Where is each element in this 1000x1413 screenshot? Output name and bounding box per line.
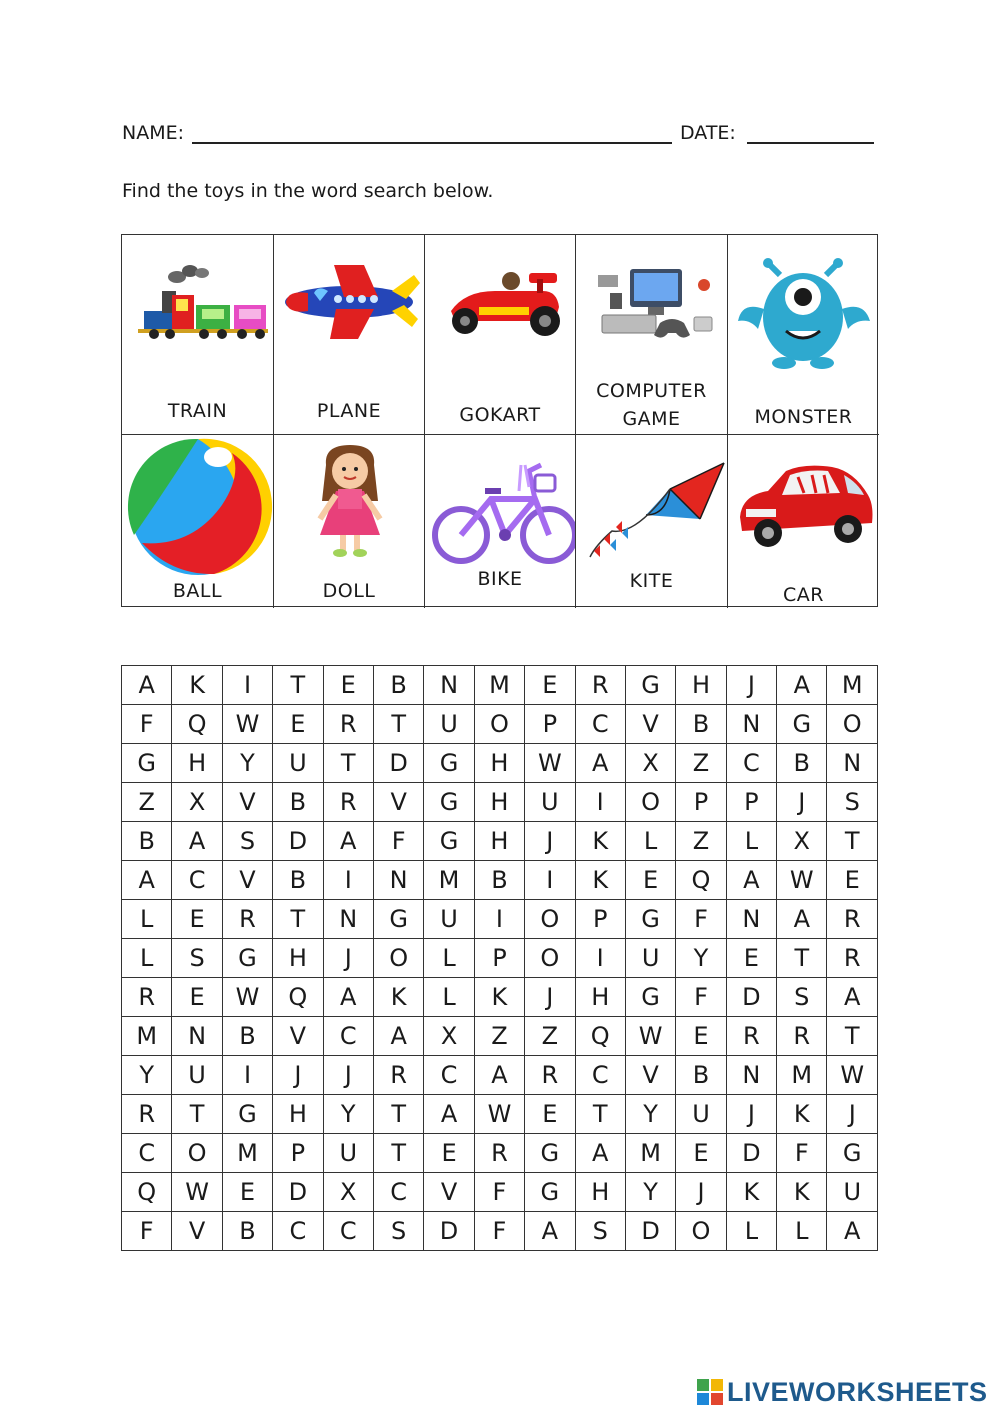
word-search-cell[interactable]: Q	[172, 705, 222, 744]
word-search-cell[interactable]: T	[323, 744, 373, 783]
toy-label-plane: PLANE	[316, 400, 382, 422]
word-search-cell[interactable]: X	[625, 744, 675, 783]
word-search-row	[122, 978, 878, 1017]
word-search-cell[interactable]: W	[625, 1017, 675, 1056]
word-search-cell[interactable]: Z	[474, 1017, 524, 1056]
word-search-cell[interactable]: T	[273, 900, 323, 939]
name-label: NAME:	[122, 122, 185, 144]
name-field[interactable]	[192, 120, 672, 144]
word-search-cell[interactable]: N	[726, 705, 776, 744]
word-search-cell[interactable]: S	[777, 978, 827, 1017]
word-search-cell[interactable]: D	[424, 1212, 474, 1251]
word-search-cell[interactable]: B	[222, 1212, 272, 1251]
word-search-cell[interactable]: X	[172, 783, 222, 822]
word-search-cell[interactable]: A	[424, 1095, 474, 1134]
word-search-cell[interactable]: P	[726, 783, 776, 822]
word-search-cell[interactable]: F	[676, 900, 726, 939]
word-search-cell[interactable]: T	[373, 705, 423, 744]
word-search-row	[122, 1212, 878, 1251]
word-search-cell[interactable]: W	[172, 1173, 222, 1212]
word-search-cell[interactable]: W	[474, 1095, 524, 1134]
word-search-cell[interactable]: K	[172, 666, 222, 705]
word-search-cell[interactable]: E	[172, 978, 222, 1017]
word-search-cell[interactable]: Q	[575, 1017, 625, 1056]
word-search-cell[interactable]: J	[525, 978, 575, 1017]
word-search-cell[interactable]: W	[777, 861, 827, 900]
word-search-cell[interactable]: P	[525, 705, 575, 744]
word-search-cell[interactable]: E	[172, 900, 222, 939]
word-search-cell[interactable]: K	[373, 978, 423, 1017]
word-search-cell[interactable]: L	[777, 1212, 827, 1251]
word-search-cell[interactable]: U	[827, 1173, 878, 1212]
word-search-cell[interactable]: F	[474, 1173, 524, 1212]
word-search-cell[interactable]: U	[323, 1134, 373, 1173]
word-search-cell[interactable]: P	[273, 1134, 323, 1173]
word-search-cell[interactable]: B	[777, 744, 827, 783]
word-search-cell[interactable]: Q	[676, 861, 726, 900]
word-search-row	[122, 783, 878, 822]
word-search-cell[interactable]: N	[726, 1056, 776, 1095]
word-search-cell[interactable]: G	[625, 666, 675, 705]
word-search-cell[interactable]: P	[575, 900, 625, 939]
word-search-cell[interactable]: A	[323, 978, 373, 1017]
word-search-cell[interactable]: U	[172, 1056, 222, 1095]
toy-card-bike	[425, 435, 576, 608]
word-search-cell[interactable]: R	[575, 666, 625, 705]
word-search-cell[interactable]: J	[273, 1056, 323, 1095]
word-search-row	[122, 1056, 878, 1095]
word-search-cell[interactable]: A	[323, 822, 373, 861]
toy-card-kite	[576, 435, 728, 608]
word-search-cell[interactable]: C	[172, 861, 222, 900]
word-search-cell[interactable]: C	[323, 1017, 373, 1056]
word-search-cell[interactable]: S	[575, 1212, 625, 1251]
word-search-cell[interactable]: T	[827, 822, 878, 861]
word-search-cell[interactable]: T	[373, 1134, 423, 1173]
word-search-cell[interactable]: S	[827, 783, 878, 822]
toy-card-computer-game	[576, 235, 728, 435]
word-search-cell[interactable]: A	[474, 1056, 524, 1095]
word-search-cell[interactable]: D	[726, 1134, 776, 1173]
word-search-cell[interactable]: B	[676, 705, 726, 744]
word-search-cell[interactable]: H	[273, 1095, 323, 1134]
word-search-cell[interactable]: V	[373, 783, 423, 822]
word-search-cell[interactable]: P	[676, 783, 726, 822]
word-search-cell[interactable]: R	[323, 705, 373, 744]
word-search-cell[interactable]: D	[273, 822, 323, 861]
word-search-cell[interactable]: K	[474, 978, 524, 1017]
word-search-cell[interactable]: A	[122, 861, 172, 900]
word-search-cell[interactable]: L	[424, 939, 474, 978]
word-search-cell[interactable]: E	[222, 1173, 272, 1212]
word-search-cell[interactable]: F	[474, 1212, 524, 1251]
toy-card-train	[122, 235, 274, 435]
word-search-cell[interactable]: N	[172, 1017, 222, 1056]
word-search-cell[interactable]: B	[373, 666, 423, 705]
word-search-cell[interactable]: R	[827, 939, 878, 978]
word-search-cell[interactable]: U	[525, 783, 575, 822]
word-search-row	[122, 939, 878, 978]
word-search-cell[interactable]: M	[474, 666, 524, 705]
toy-label-gokart: GOKART	[459, 404, 541, 426]
word-search-row	[122, 744, 878, 783]
word-search-cell[interactable]: X	[777, 822, 827, 861]
word-search-row	[122, 1095, 878, 1134]
word-search-cell[interactable]: H	[575, 1173, 625, 1212]
word-search-cell[interactable]: R	[323, 783, 373, 822]
word-search-cell[interactable]: G	[222, 939, 272, 978]
word-search-cell[interactable]: D	[373, 744, 423, 783]
word-search-cell[interactable]: G	[777, 705, 827, 744]
word-search-cell[interactable]: R	[726, 1017, 776, 1056]
word-search-cell[interactable]: E	[625, 861, 675, 900]
word-search-cell[interactable]: N	[323, 900, 373, 939]
liveworksheets-logo-icon	[697, 1379, 723, 1405]
word-search-cell[interactable]: V	[222, 783, 272, 822]
liveworksheets-brand	[697, 1375, 988, 1409]
word-search-cell[interactable]: T	[575, 1095, 625, 1134]
word-search-cell[interactable]: A	[172, 822, 222, 861]
word-search-cell[interactable]: R	[122, 1095, 172, 1134]
word-search-cell[interactable]: G	[625, 978, 675, 1017]
word-search-cell[interactable]: R	[827, 900, 878, 939]
word-search-cell[interactable]: G	[827, 1134, 878, 1173]
word-search-cell[interactable]: N	[424, 666, 474, 705]
word-search-cell[interactable]: G	[625, 900, 675, 939]
word-search-cell[interactable]: O	[373, 939, 423, 978]
word-search-cell[interactable]: O	[525, 939, 575, 978]
word-search-cell[interactable]: U	[424, 900, 474, 939]
word-search-grid	[121, 665, 878, 1251]
word-search-cell[interactable]: A	[827, 1212, 878, 1251]
word-search-cell[interactable]: E	[525, 666, 575, 705]
word-search-cell[interactable]: G	[525, 1134, 575, 1173]
word-search-cell[interactable]: H	[273, 939, 323, 978]
word-search-cell[interactable]: J	[323, 939, 373, 978]
word-search-cell[interactable]: C	[323, 1212, 373, 1251]
word-search-cell[interactable]: K	[575, 822, 625, 861]
word-search-cell[interactable]: I	[474, 900, 524, 939]
toy-card-plane	[274, 235, 425, 435]
word-search-cell[interactable]: I	[575, 783, 625, 822]
word-search-cell[interactable]: Z	[676, 822, 726, 861]
word-search-cell[interactable]: E	[676, 1017, 726, 1056]
toy-picture-grid	[121, 234, 878, 607]
word-search-cell[interactable]: X	[424, 1017, 474, 1056]
word-search-row	[122, 705, 878, 744]
word-search-cell[interactable]: T	[373, 1095, 423, 1134]
word-search-cell[interactable]: N	[827, 744, 878, 783]
word-search-cell[interactable]: A	[777, 900, 827, 939]
word-search-cell[interactable]: J	[323, 1056, 373, 1095]
word-search-cell[interactable]: R	[222, 900, 272, 939]
toy-label-computer-game-line1: COMPUTER	[596, 380, 707, 402]
word-search-cell[interactable]: V	[273, 1017, 323, 1056]
word-search-cell[interactable]: K	[777, 1173, 827, 1212]
word-search-cell[interactable]: O	[525, 900, 575, 939]
word-search-cell[interactable]: J	[676, 1173, 726, 1212]
word-search-cell[interactable]: I	[323, 861, 373, 900]
word-search-cell[interactable]: V	[172, 1212, 222, 1251]
word-search-cell[interactable]: A	[827, 978, 878, 1017]
word-search-cell[interactable]: V	[424, 1173, 474, 1212]
word-search-cell[interactable]: F	[122, 705, 172, 744]
word-search-cell[interactable]: J	[827, 1095, 878, 1134]
word-search-cell[interactable]: M	[222, 1134, 272, 1173]
header	[122, 118, 882, 152]
word-search-cell[interactable]: I	[575, 939, 625, 978]
word-search-cell[interactable]: S	[373, 1212, 423, 1251]
word-search-cell[interactable]: M	[827, 666, 878, 705]
word-search-cell[interactable]: T	[172, 1095, 222, 1134]
word-search-cell[interactable]: G	[122, 744, 172, 783]
toy-label-bike: BIKE	[477, 568, 523, 590]
word-search-cell[interactable]: Q	[122, 1173, 172, 1212]
word-search-cell[interactable]: I	[222, 1056, 272, 1095]
word-search-cell[interactable]: U	[676, 1095, 726, 1134]
toy-label-computer-game-line2: GAME	[622, 408, 681, 430]
word-search-cell[interactable]: A	[726, 861, 776, 900]
word-search-cell[interactable]: Z	[122, 783, 172, 822]
word-search-cell[interactable]: Z	[525, 1017, 575, 1056]
word-search-cell[interactable]: C	[373, 1173, 423, 1212]
word-search-cell[interactable]: Y	[122, 1056, 172, 1095]
toy-label-doll: DOLL	[322, 580, 376, 602]
word-search-cell[interactable]: T	[273, 666, 323, 705]
word-search-cell[interactable]: O	[676, 1212, 726, 1251]
word-search-cell[interactable]: U	[625, 939, 675, 978]
word-search-cell[interactable]: B	[273, 861, 323, 900]
toy-card-gokart	[425, 235, 576, 435]
word-search-cell[interactable]: C	[273, 1212, 323, 1251]
word-search-cell[interactable]: N	[373, 861, 423, 900]
word-search-cell[interactable]: O	[827, 705, 878, 744]
word-search-cell[interactable]: A	[575, 744, 625, 783]
word-search-cell[interactable]: E	[525, 1095, 575, 1134]
word-search-cell[interactable]: C	[424, 1056, 474, 1095]
word-search-cell[interactable]: E	[827, 861, 878, 900]
word-search-cell[interactable]: K	[777, 1095, 827, 1134]
word-search-cell[interactable]: M	[625, 1134, 675, 1173]
toy-label-monster: MONSTER	[754, 406, 853, 428]
word-search-cell[interactable]: X	[323, 1173, 373, 1212]
word-search-cell[interactable]: E	[676, 1134, 726, 1173]
word-search-cell[interactable]: W	[827, 1056, 878, 1095]
word-search-cell[interactable]: V	[625, 1056, 675, 1095]
word-search-cell[interactable]: M	[424, 861, 474, 900]
word-search-cell[interactable]: V	[625, 705, 675, 744]
toy-card-ball	[122, 435, 274, 608]
word-search-cell[interactable]: N	[726, 900, 776, 939]
word-search-cell[interactable]: R	[474, 1134, 524, 1173]
word-search-cell[interactable]: C	[575, 705, 625, 744]
word-search-row	[122, 822, 878, 861]
brand-text: LIVEWORKSHEETS	[727, 1376, 988, 1407]
word-search-cell[interactable]: J	[525, 822, 575, 861]
word-search-cell[interactable]: R	[777, 1017, 827, 1056]
word-search-cell[interactable]: Y	[676, 939, 726, 978]
word-search-cell[interactable]: O	[474, 705, 524, 744]
word-search-cell[interactable]: B	[273, 783, 323, 822]
word-search-cell[interactable]: L	[424, 978, 474, 1017]
toy-label-train: TRAIN	[167, 400, 228, 422]
word-search-cell[interactable]: G	[373, 900, 423, 939]
word-search-cell[interactable]: R	[122, 978, 172, 1017]
word-search-cell[interactable]: Y	[222, 744, 272, 783]
word-search-cell[interactable]: G	[424, 744, 474, 783]
word-search-cell[interactable]: D	[273, 1173, 323, 1212]
word-search-cell[interactable]: Y	[625, 1095, 675, 1134]
word-search-cell[interactable]: E	[424, 1134, 474, 1173]
word-search-cell[interactable]: O	[625, 783, 675, 822]
word-search-cell[interactable]: A	[525, 1212, 575, 1251]
word-search-row	[122, 900, 878, 939]
word-search-cell[interactable]: A	[777, 666, 827, 705]
word-search-cell[interactable]: L	[726, 822, 776, 861]
word-search-cell[interactable]: A	[373, 1017, 423, 1056]
word-search-cell[interactable]: R	[525, 1056, 575, 1095]
toy-label-kite: KITE	[629, 570, 674, 592]
word-search-cell[interactable]: L	[122, 939, 172, 978]
word-search-row	[122, 1173, 878, 1212]
word-search-cell[interactable]: L	[625, 822, 675, 861]
word-search-cell[interactable]: C	[726, 744, 776, 783]
word-search-cell[interactable]: G	[222, 1095, 272, 1134]
word-search-cell[interactable]: I	[222, 666, 272, 705]
word-search-cell[interactable]: Y	[323, 1095, 373, 1134]
word-search-cell[interactable]: J	[726, 666, 776, 705]
toy-label-ball: BALL	[172, 580, 223, 602]
word-search-cell[interactable]: E	[323, 666, 373, 705]
word-search-cell[interactable]: F	[373, 822, 423, 861]
word-search-cell[interactable]: D	[726, 978, 776, 1017]
word-search-cell[interactable]: V	[222, 861, 272, 900]
word-search-cell[interactable]: B	[474, 861, 524, 900]
word-search-cell[interactable]: U	[273, 744, 323, 783]
word-search-cell[interactable]: E	[726, 939, 776, 978]
word-search-cell[interactable]: L	[122, 900, 172, 939]
word-search-cell[interactable]: M	[777, 1056, 827, 1095]
word-search-cell[interactable]: R	[373, 1056, 423, 1095]
word-search-cell[interactable]: W	[222, 705, 272, 744]
word-search-cell[interactable]: F	[676, 978, 726, 1017]
word-search-cell[interactable]: A	[575, 1134, 625, 1173]
word-search-cell[interactable]: G	[424, 822, 474, 861]
word-search-cell[interactable]: T	[777, 939, 827, 978]
toy-card-car	[728, 435, 879, 608]
word-search-cell[interactable]: H	[172, 744, 222, 783]
toy-label-car: CAR	[783, 584, 824, 606]
word-search-cell[interactable]: Q	[273, 978, 323, 1017]
word-search-cell[interactable]: S	[222, 822, 272, 861]
word-search-cell[interactable]: K	[726, 1173, 776, 1212]
word-search-cell[interactable]: S	[172, 939, 222, 978]
word-search-cell[interactable]: H	[575, 978, 625, 1017]
word-search-cell[interactable]: U	[424, 705, 474, 744]
word-search-cell[interactable]: O	[172, 1134, 222, 1173]
word-search-row	[122, 666, 878, 705]
word-search-cell[interactable]: M	[122, 1017, 172, 1056]
date-label: DATE:	[680, 122, 736, 144]
word-search-cell[interactable]: H	[676, 666, 726, 705]
word-search-cell[interactable]: F	[122, 1212, 172, 1251]
word-search-cell[interactable]: P	[474, 939, 524, 978]
word-search-cell[interactable]: C	[122, 1134, 172, 1173]
word-search-cell[interactable]: H	[474, 783, 524, 822]
word-search-cell[interactable]: J	[777, 783, 827, 822]
word-search-cell[interactable]: I	[525, 861, 575, 900]
word-search-cell[interactable]: B	[222, 1017, 272, 1056]
instructions: Find the toys in the word search below.	[122, 180, 494, 202]
word-search-cell[interactable]: A	[122, 666, 172, 705]
word-search-cell[interactable]: D	[625, 1212, 675, 1251]
toy-card-doll	[274, 435, 425, 608]
word-search-cell[interactable]: L	[726, 1212, 776, 1251]
word-search-row	[122, 1134, 878, 1173]
word-search-cell[interactable]: C	[575, 1056, 625, 1095]
word-search-row	[122, 1017, 878, 1056]
word-search-cell[interactable]: H	[474, 822, 524, 861]
word-search-cell[interactable]: Y	[625, 1173, 675, 1212]
word-search-cell[interactable]: H	[474, 744, 524, 783]
word-search-cell[interactable]: J	[726, 1095, 776, 1134]
word-search-cell[interactable]: G	[525, 1173, 575, 1212]
date-field[interactable]	[747, 120, 874, 144]
word-search-cell[interactable]: F	[777, 1134, 827, 1173]
word-search-cell[interactable]: W	[222, 978, 272, 1017]
word-search-cell[interactable]: T	[827, 1017, 878, 1056]
word-search-cell[interactable]: W	[525, 744, 575, 783]
word-search-cell[interactable]: G	[424, 783, 474, 822]
word-search-cell[interactable]: B	[676, 1056, 726, 1095]
toy-card-monster	[728, 235, 879, 435]
word-search-cell[interactable]: Z	[676, 744, 726, 783]
word-search-cell[interactable]: B	[122, 822, 172, 861]
word-search-row	[122, 861, 878, 900]
word-search-cell[interactable]: K	[575, 861, 625, 900]
word-search-cell[interactable]: E	[273, 705, 323, 744]
